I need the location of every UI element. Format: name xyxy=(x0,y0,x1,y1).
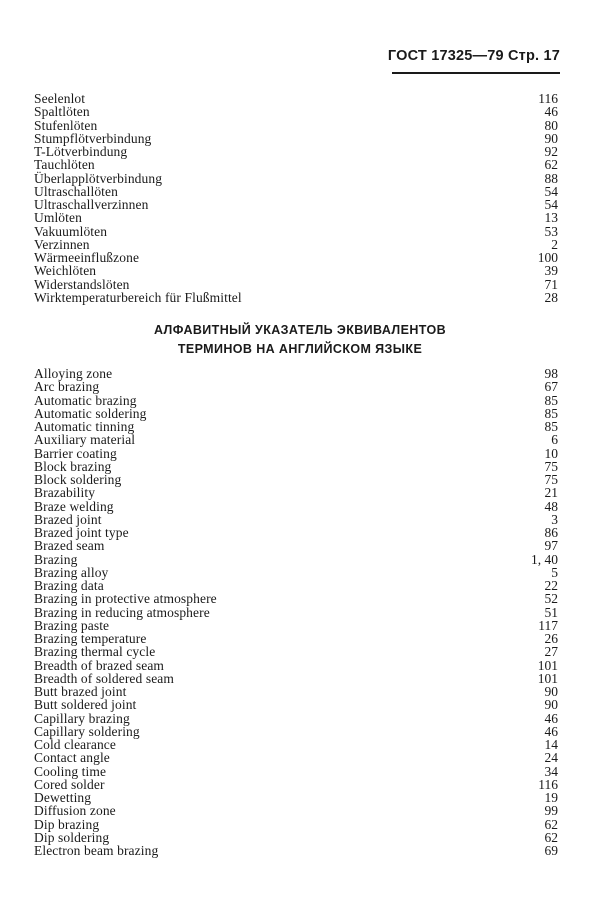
index-term: Block soldering xyxy=(34,472,122,487)
index-term: Dip soldering xyxy=(34,829,110,845)
index-entry xyxy=(34,645,558,658)
index-term: Brazing in reducing atmosphere xyxy=(34,604,210,620)
index-entry xyxy=(34,433,558,446)
index-entry xyxy=(34,539,558,552)
index-reference-number: 62 xyxy=(544,157,558,173)
index-term: Capillary soldering xyxy=(34,723,140,739)
index-term: Butt soldered joint xyxy=(34,697,137,713)
index-entry xyxy=(34,473,558,486)
index-entry xyxy=(34,278,558,291)
index-reference-number: 80 xyxy=(544,117,558,133)
index-reference-number: 24 xyxy=(544,750,558,766)
index-term: Wirktemperaturbereich für Flußmittel xyxy=(34,289,242,305)
index-entry xyxy=(34,712,558,725)
index-reference-number: 62 xyxy=(544,829,558,845)
index-entry xyxy=(34,185,558,198)
index-entry xyxy=(34,92,558,105)
index-reference-number: 90 xyxy=(544,684,558,699)
index-reference-number: 39 xyxy=(544,263,558,279)
index-term: Arc brazing xyxy=(34,379,100,395)
index-reference-number: 90 xyxy=(544,697,558,713)
index-term: Ultraschallöten xyxy=(34,183,118,199)
index-term: Braze welding xyxy=(34,498,114,514)
index-entry xyxy=(34,264,558,277)
index-reference-number: 98 xyxy=(544,366,558,381)
index-reference-number: 88 xyxy=(544,170,558,186)
index-reference-number: 97 xyxy=(544,538,558,554)
index-entry xyxy=(34,420,558,433)
index-term: Brazing paste xyxy=(34,617,110,633)
index-entry xyxy=(34,172,558,185)
index-reference-number: 13 xyxy=(544,210,558,226)
index-entry xyxy=(34,486,558,499)
index-term: Vakuumlöten xyxy=(34,223,108,239)
index-entry xyxy=(34,119,558,132)
header-rule xyxy=(392,72,560,74)
index-entry xyxy=(34,566,558,579)
english-term-index xyxy=(34,367,558,857)
index-entry xyxy=(34,500,558,513)
index-reference-number: 3 xyxy=(551,511,558,527)
index-entry xyxy=(34,606,558,619)
index-term: Cored solder xyxy=(34,776,105,792)
index-term: Cooling time xyxy=(34,763,107,779)
index-term: Brazed joint xyxy=(34,511,102,527)
index-entry xyxy=(34,367,558,380)
index-term: Stufenlöten xyxy=(34,117,98,133)
index-entry xyxy=(34,251,558,264)
index-entry xyxy=(34,738,558,751)
index-term: Contact angle xyxy=(34,750,110,766)
index-entry xyxy=(34,380,558,393)
index-entry xyxy=(34,211,558,224)
index-term: Widerstandslöten xyxy=(34,276,130,292)
index-reference-number: 99 xyxy=(544,803,558,819)
index-entry xyxy=(34,804,558,817)
index-reference-number: 116 xyxy=(538,776,558,792)
index-term: Brazed seam xyxy=(34,538,105,554)
index-term: Brazing temperature xyxy=(34,631,147,646)
index-entry xyxy=(34,407,558,420)
index-term: Brazing data xyxy=(34,578,104,593)
index-entry xyxy=(34,553,558,566)
index-term: Breadth of brazed seam xyxy=(34,657,165,673)
index-term: Brazed joint type xyxy=(34,525,129,540)
index-reference-number: 54 xyxy=(544,197,558,212)
index-entry xyxy=(34,592,558,605)
index-term: Automatic brazing xyxy=(34,392,137,408)
index-reference-number: 26 xyxy=(544,631,558,646)
index-term: Automatic soldering xyxy=(34,405,147,421)
index-term: Umlöten xyxy=(34,210,82,226)
index-term: Ultraschallverzinnen xyxy=(34,197,149,212)
heading-line-1: АЛФАВИТНЫЙ УКАЗАТЕЛЬ ЭКВИВАЛЕНТОВ xyxy=(153,323,447,337)
index-reference-number: 85 xyxy=(544,405,558,421)
index-reference-number: 71 xyxy=(544,276,558,292)
index-reference-number: 21 xyxy=(544,485,558,501)
index-term: Überlapplötverbindung xyxy=(34,170,163,186)
index-reference-number: 92 xyxy=(544,144,558,159)
index-term: Brazing in protective atmosphere xyxy=(34,591,217,607)
index-reference-number: 101 xyxy=(537,657,558,673)
index-entry xyxy=(34,632,558,645)
index-reference-number: 27 xyxy=(544,644,558,660)
index-reference-number: 67 xyxy=(544,379,558,395)
index-entry xyxy=(34,619,558,632)
index-entry xyxy=(34,132,558,145)
index-entry xyxy=(34,831,558,844)
index-entry xyxy=(34,158,558,171)
index-term: Capillary brazing xyxy=(34,710,130,726)
index-reference-number: 22 xyxy=(544,578,558,593)
index-reference-number: 100 xyxy=(537,250,558,265)
index-term: Cold clearance xyxy=(34,737,116,752)
index-reference-number: 5 xyxy=(551,564,558,580)
index-entry xyxy=(34,751,558,764)
index-term: Verzinnen xyxy=(34,236,90,252)
index-term: Dip brazing xyxy=(34,816,100,832)
index-entry xyxy=(34,145,558,158)
index-reference-number: 90 xyxy=(544,130,558,146)
running-header: ГОСТ 17325—79 Стр. 17 xyxy=(387,48,560,64)
heading-line-2: ТЕРМИНОВ НА АНГЛИЙСКОМ ЯЗЫКЕ xyxy=(177,342,423,356)
index-term: Brazing xyxy=(34,551,78,567)
index-reference-number: 62 xyxy=(544,816,558,832)
index-entry xyxy=(34,778,558,791)
index-reference-number: 10 xyxy=(544,445,558,461)
index-entry xyxy=(34,579,558,592)
index-entry xyxy=(34,844,558,857)
index-entry xyxy=(34,238,558,251)
index-entry xyxy=(34,672,558,685)
index-term: Seelenlot xyxy=(34,91,86,106)
index-entry xyxy=(34,698,558,711)
index-reference-number: 28 xyxy=(544,289,558,305)
index-term: Electron beam brazing xyxy=(34,843,159,858)
index-reference-number: 51 xyxy=(544,604,558,620)
index-reference-number: 53 xyxy=(544,223,558,239)
index-reference-number: 52 xyxy=(544,591,558,607)
index-entry xyxy=(34,818,558,831)
index-term: Spaltlöten xyxy=(34,104,90,120)
index-entry xyxy=(34,291,558,304)
index-term: Butt brazed joint xyxy=(34,684,127,699)
index-term: Tauchlöten xyxy=(34,157,95,173)
index-reference-number: 14 xyxy=(544,737,558,752)
index-term: Brazing thermal cycle xyxy=(34,644,156,660)
index-entry xyxy=(34,765,558,778)
index-entry xyxy=(34,105,558,118)
index-entry xyxy=(34,725,558,738)
index-reference-number: 117 xyxy=(538,617,558,633)
index-term: T-Lötverbindung xyxy=(34,144,128,159)
index-term: Block brazing xyxy=(34,458,112,474)
index-reference-number: 75 xyxy=(544,472,558,487)
index-term: Wärmeeinflußzone xyxy=(34,250,140,265)
index-entry xyxy=(34,791,558,804)
index-reference-number: 85 xyxy=(544,392,558,408)
index-reference-number: 48 xyxy=(544,498,558,514)
index-reference-number: 1, 40 xyxy=(531,551,558,567)
index-reference-number: 54 xyxy=(544,183,558,199)
index-term: Dewetting xyxy=(34,790,92,805)
index-reference-number: 6 xyxy=(551,432,558,448)
index-entry xyxy=(34,394,558,407)
index-reference-number: 69 xyxy=(544,843,558,858)
index-reference-number: 34 xyxy=(544,763,558,779)
index-reference-number: 116 xyxy=(538,91,558,106)
index-entry xyxy=(34,526,558,539)
index-entry xyxy=(34,685,558,698)
index-entry xyxy=(34,198,558,211)
index-term: Stumpflötverbindung xyxy=(34,130,152,146)
index-entry xyxy=(34,447,558,460)
index-reference-number: 46 xyxy=(544,710,558,726)
index-term: Brazing alloy xyxy=(34,564,109,580)
index-reference-number: 46 xyxy=(544,104,558,120)
index-term: Breadth of soldered seam xyxy=(34,670,174,686)
index-entry xyxy=(34,659,558,672)
index-reference-number: 101 xyxy=(537,670,558,686)
index-reference-number: 46 xyxy=(544,723,558,739)
index-entry xyxy=(34,513,558,526)
index-reference-number: 19 xyxy=(544,790,558,805)
index-term: Brazability xyxy=(34,485,96,501)
index-reference-number: 85 xyxy=(544,419,558,434)
english-index-heading xyxy=(100,321,500,359)
index-entry xyxy=(34,460,558,473)
index-term: Barrier coating xyxy=(34,445,117,461)
index-reference-number: 75 xyxy=(544,458,558,474)
index-term: Alloying zone xyxy=(34,366,113,381)
index-term: Diffusion zone xyxy=(34,803,116,819)
german-term-index xyxy=(34,92,558,304)
index-entry xyxy=(34,225,558,238)
index-term: Weichlöten xyxy=(34,263,97,279)
index-reference-number: 2 xyxy=(551,236,558,252)
index-term: Auxiliary material xyxy=(34,432,136,448)
index-term: Automatic tinning xyxy=(34,419,135,434)
index-reference-number: 86 xyxy=(544,525,558,540)
